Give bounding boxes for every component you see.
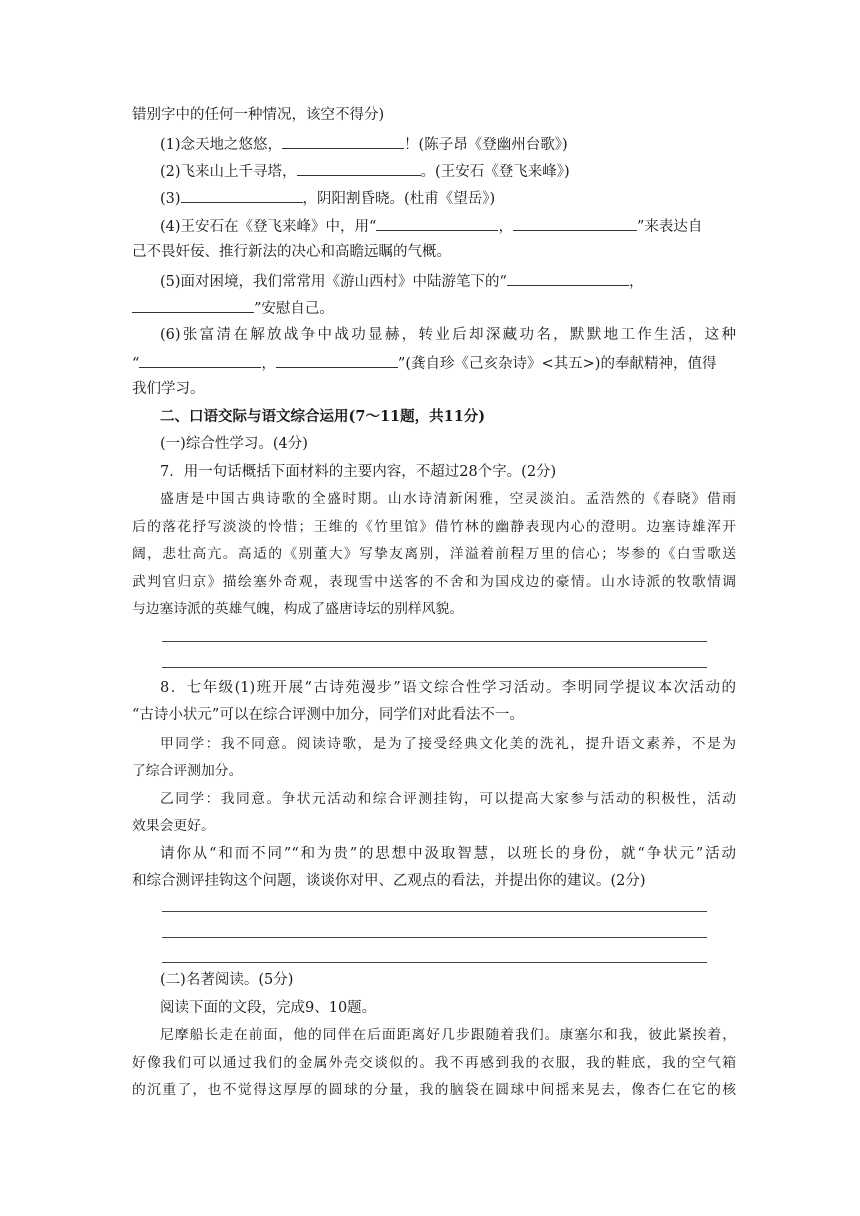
answer-line[interactable]	[162, 962, 707, 963]
answer-line[interactable]	[162, 911, 707, 912]
answer-line[interactable]	[162, 667, 707, 668]
q8-student-yi: 乙同学：我同意。争状元活动和综合评测挂钩，可以提高大家参与活动的积极性，活动	[160, 791, 736, 807]
q7-passage-line: 后的落花抒写淡淡的怜惜；王维的《竹里馆》借竹林的幽静表现内心的澄明。边塞诗雄浑开	[132, 519, 736, 535]
q8-student-jia-cont: 了综合评测加分。	[132, 763, 243, 779]
q9-intro: 阅读下面的文段，完成9、10题。	[160, 1000, 377, 1016]
q6-item-5-cont: ”安慰自己。	[132, 297, 736, 319]
q7-passage-line: 武判官归京》描绘塞外奇观，表现雪中送客的不舍和为国戍边的豪情。山水诗派的牧歌情调	[132, 574, 736, 590]
q6-item-6-cont: 我们学习。	[132, 381, 205, 397]
answer-blank[interactable]	[181, 187, 303, 203]
q6-item-6: (6)张富清在解放战争中战功显赫，转业后却深藏功名，默默地工作生活，这种	[160, 327, 736, 343]
answer-line[interactable]	[162, 641, 707, 642]
q6-item-1: (1)念天地之悠悠， ！(陈子昂《登幽州台歌》)	[160, 133, 736, 155]
answer-blank[interactable]	[507, 270, 629, 286]
excerpt-line: 的沉重了，也不觉得这厚厚的圆球的分量，我的脑袋在圆球中间摇来晃去，像杏仁在它的核	[132, 1082, 736, 1098]
q7-passage-line: 与边塞诗派的英雄气魄，构成了盛唐诗坛的别样风貌。	[132, 601, 464, 617]
q8-student-jia: 甲同学：我不同意。阅读诗歌，是为了接受经典文化美的洗礼，提升语文素养，不是为	[160, 736, 736, 752]
q6-item-2-text: (2)飞来山上千寻塔，	[160, 164, 297, 180]
q6-instruction-tail: 错别字中的任何一种情况，该空不得分)	[132, 107, 385, 123]
subsection-heading: (一)综合性学习。(4分)	[160, 436, 308, 452]
q8-prompt: 8．七年级(1)班开展“古诗苑漫步”语文综合性学习活动。李明同学提议本次活动的	[160, 680, 736, 696]
answer-blank[interactable]	[276, 352, 398, 368]
q8-task-cont: 和综合测评挂钩这个问题，谈谈你对甲、乙观点的看法，并提出你的建议。(2分)	[132, 873, 646, 889]
answer-blank[interactable]	[297, 160, 421, 176]
q6-item-6-blanks: “ ， ”(龚自珍《己亥杂诗》<其五>)的奉献精神，值得	[132, 352, 736, 374]
q8-prompt-cont: “古诗小状元”可以在综合评测中加分，同学们对此看法不一。	[132, 707, 524, 723]
answer-blank[interactable]	[513, 215, 637, 231]
answer-line[interactable]	[162, 937, 707, 938]
answer-blank[interactable]	[139, 352, 261, 368]
q6-item-1-text: (1)念天地之悠悠，	[160, 137, 283, 153]
subsection-heading: (二)名著阅读。(5分)	[160, 972, 294, 988]
q7-passage-line: 盛唐是中国古典诗歌的全盛时期。山水诗清新闲雅，空灵淡泊。孟浩然的《春晓》借雨	[160, 491, 736, 507]
q6-item-3: (3) ，阴阳割昏晓。(杜甫《望岳》)	[160, 187, 736, 209]
q6-item-4-text: (4)王安石在《登飞来峰》中，用“	[160, 219, 377, 235]
q8-task: 请你从“和而不同”“和为贵”的思想中汲取智慧，以班长的身份，就“争状元”活动	[160, 846, 736, 862]
q6-item-5-text: (5)面对困境，我们常常用《游山西村》中陆游笔下的“	[160, 274, 507, 290]
excerpt-line: 尼摩船长走在前面，他的同伴在后面距离好几步跟随着我们。康塞尔和我，彼此紧挨着，	[160, 1027, 736, 1043]
q7-prompt: 7．用一句话概括下面材料的主要内容，不超过28个字。(2分)	[160, 464, 557, 480]
answer-blank[interactable]	[376, 215, 498, 231]
q8-student-yi-cont: 效果会更好。	[132, 818, 215, 834]
answer-blank[interactable]	[132, 297, 254, 313]
q6-item-4-cont: 己不畏奸佞、推行新法的决心和高瞻远瞩的气概。	[132, 244, 451, 260]
q7-passage-line: 阔，悲壮高亢。高适的《别董大》写挚友离别，洋溢着前程万里的信心；岑参的《白雪歌送	[132, 546, 736, 562]
q6-item-2: (2)飞来山上千寻塔， 。(王安石《登飞来峰》)	[160, 160, 736, 182]
q6-item-5: (5)面对困境，我们常常用《游山西村》中陆游笔下的“ ，	[160, 270, 736, 292]
q6-item-3-text: (3)	[160, 191, 181, 207]
answer-blank[interactable]	[282, 133, 404, 149]
q6-item-4: (4)王安石在《登飞来峰》中，用“ ， ”来表达自	[160, 215, 736, 237]
excerpt-line: 好像我们可以通过我们的金属外壳交谈似的。我不再感到我的衣服，我的鞋底，我的空气箱	[132, 1055, 736, 1071]
section-heading: 二、口语交际与语文综合运用(7～11题，共11分)	[160, 408, 486, 425]
